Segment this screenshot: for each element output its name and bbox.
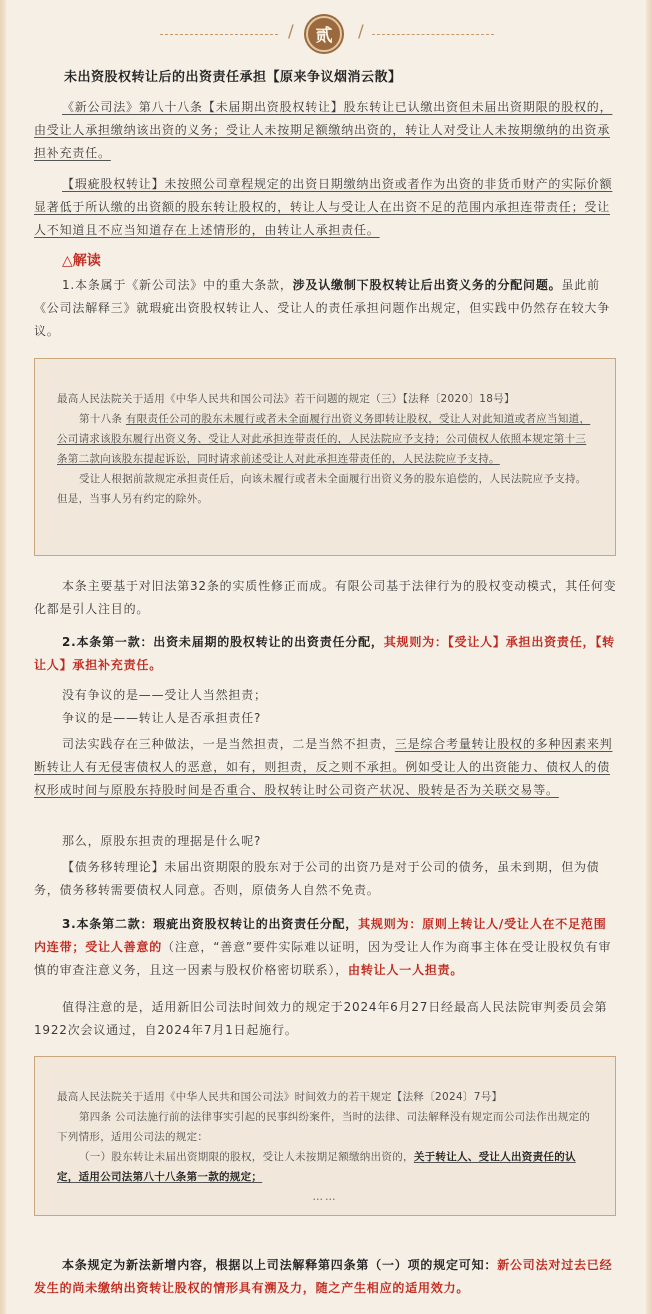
quote1-paragraph-1: 第十八条 有限责任公司的股东未履行或者未全面履行出资义务即转让股权，受让人对此知道或者应当知道，公司请求该股东履行出资义务、受让人对此承担连带责任的，人民法院应予支持；公司债权人依照本规定第十三条第二款向该股东提起诉讼，同时请求前述受让人对此承担连带责任的，人民法院应予支持。 (57, 413, 591, 465)
final-conclusion-paragraph: 本条规定为新法新增内容，根据以上司法解释第四条第（一）项的规定可知：新公司法对过去已经发生的尚未缴纳出资转让股权的情形具有溯及力，随之产生相应的适用效力。 (34, 1258, 613, 1295)
interpretation-point-2: 2.本条第一款：出资未届期的股权转让的出资责任分配，其规则为：【受让人】承担出资责任，【转让人】承担补充责任。 (34, 635, 615, 672)
basis-paragraph: 本条主要基于对旧法第32条的实质性修正而成。有限公司基于法律行为的股权变动模式，其任何变化都是引人注目的。 (34, 579, 617, 616)
law-article-paragraph-2: 【瑕疵股权转让】未按照公司章程规定的出资日期缴纳出资或者作为出资的非货币财产的实际价额显著低于所认缴的出资额的股东转让股权的，转让人与受让人在出资不足的范围内承担连带责任；受让人不知道且不应当知道存在上述情形的，由转让人承担责任。 (34, 177, 613, 237)
right-border (646, 0, 652, 1314)
question-line: 那么，原股东担责的理据是什么呢? (62, 834, 262, 848)
left-border (0, 0, 6, 1314)
quote1-paragraph-2: 受让人根据前款规定承担责任后，向该未履行或者未全面履行出资义务的股东追偿的，人民法院应予支持。但是，当事人另有约定的除外。 (57, 473, 587, 505)
law-article-paragraph-1: 《新公司法》第八十八条【未届期出资股权转让】股东转让已认缴出资但未届出资期限的股权的，由受让人承担缴纳该出资的义务；受让人未按期足额缴纳出资的，转让人对受让人未按期缴纳的出资承担补充责任。 (34, 100, 613, 160)
quote1-title: 最高人民法院关于适用《中华人民共和国公司法》若干问题的规定（三）【法释〔2020〕18号】 (57, 393, 515, 405)
section-divider: / 贰 / (160, 16, 500, 54)
interpretation-heading: △解读 (62, 253, 101, 269)
interpretation-point-3: 3.本条第二款：瑕疵出资股权转让的出资责任分配，其规则为：原则上转让人/受让人在不足范围内连带；受让人善意的（注意，“善意”要件实际难以证明，因为受让人作为商事主体在受让股权负有审慎的审查注意义务，且这一因素与股权价格密切联系），由转让人一人担责。 (34, 917, 612, 977)
quote2-paragraph-1: 第四条 公司法施行前的法律事实引起的民事纠纷案件，当时的法律、司法解释没有规定而公司法作出规定的下列情形，适用公司法的规定： (57, 1111, 591, 1143)
dispute-line: 争议的是——转让人是否承担责任? (62, 711, 262, 725)
debt-transfer-theory-paragraph: 【债务移转理论】未届出资期限的股东对于公司的出资乃是对于公司的债务，虽未到期，但为债务，债务移转需要债权人同意。否则，原债务人自然不免责。 (34, 860, 600, 897)
quoted-regulation-box-1 (34, 358, 616, 556)
interpretation-point-1: 1.本条属于《新公司法》中的重大条款，涉及认缴制下股权转让后出资义务的分配问题。虽此前《公司法解释三》就瑕疵出资股权转让人、受让人的责任承担问题作出规定，但实践中仍然存在较大争议。 (34, 278, 611, 338)
no-dispute-line: 没有争议的是——受让人当然担责； (62, 688, 267, 702)
quote2-ellipsis: …… (312, 1191, 338, 1203)
quote2-paragraph-2: （一）股东转让未届出资期限的股权，受让人未按期足额缴纳出资的，关于转让人、受让人出资责任的认定，适用公司法第八十八条第一款的规定； (57, 1151, 576, 1183)
divider-dash-left (160, 34, 278, 35)
effective-date-note: 值得注意的是，适用新旧公司法时间效力的规定于2024年6月27日经最高人民法院审判委员会第1922次会议通过，自2024年7月1日起施行。 (34, 1000, 608, 1037)
section-title: 未出资股权转让后的出资责任承担【原来争议烟消云散】 (64, 70, 402, 85)
quoted-regulation-box-2 (34, 1056, 616, 1216)
judicial-practice-paragraph: 司法实践存在三种做法，一是当然担责，二是当然不担责，三是综合考量转让股权的多种因素来判断转让人有无侵害债权人的恶意，如有，则担责，反之则不承担。例如受让人的出资能力、债权人的债权形成时间与原股东持股时间是否重合、股权转让时公司资产状况、股转是否为关联交易等。 (34, 737, 613, 797)
section-number-badge: 贰 (306, 16, 342, 52)
quote2-title: 最高人民法院关于适用《中华人民共和国公司法》时间效力的若干规定【法释〔2024〕7号】 (57, 1091, 503, 1103)
divider-dash-right (372, 34, 494, 35)
